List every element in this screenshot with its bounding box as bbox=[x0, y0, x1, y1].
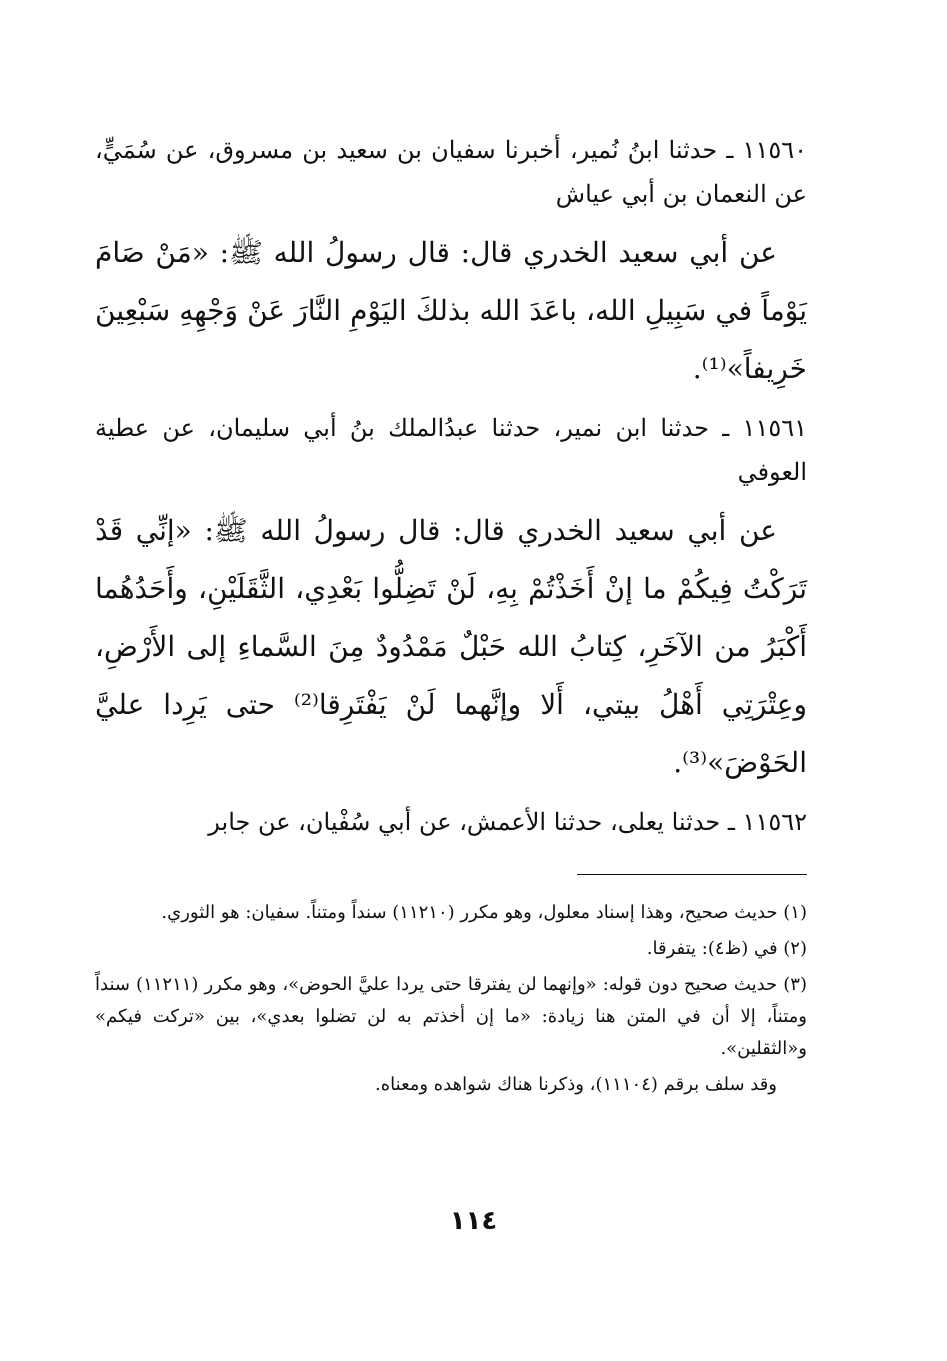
hadith-matn-11561: عن أبي سعيد الخدري قال: قال رسولُ الله ﷺ: «إنِّي قَدْ تَرَكْتُ فِيكُمْ ما إنْ أَخَذْتُمْ بِهِ، لَنْ تَضِلُّوا بَعْدِي، الثَّقَلَيْنِ، وأَحَدُهُما أَكْبَرُ من الآخَرِ، كِتابُ الله حَبْلٌ مَمْدُودٌ مِنَ السَّماءِ إلى الأَرْضِ، وعِتْرَتِي أَهْلُ بيتي، أَلا وإنَّهما لَنْ يَفْتَرِقا⁽²⁾ حتى يَرِدا عليَّ الحَوْضَ»⁽³⁾. bbox=[95, 514, 807, 779]
footnote-2: (٢) في (ظ٤): يتفرقا. bbox=[646, 938, 807, 959]
hadith-isnad-11562: ١١٥٦٢ ـ حدثنا يعلى، حدثنا الأعمش، عن أبي سُفْيان، عن جابر bbox=[208, 808, 807, 836]
hadith-matn-11560: عن أبي سعيد الخدري قال: قال رسولُ الله ﷺ: «مَنْ صَامَ يَوْماً في سَبِيلِ الله، باعَدَ الله بذلكَ اليَوْمِ النَّارَ عَنْ وَجْهِهِ سَبْعِينَ خَرِيفاً»⁽¹⁾. bbox=[95, 236, 807, 385]
footnote-3-continuation: وقد سلف برقم (١١١٠٤)، وذكرنا هناك شواهده ومعناه. bbox=[375, 1074, 777, 1095]
footnote-1: (١) حديث صحيح، وهذا إسناد معلول، وهو مكرر (١١٢١٠) سنداً ومتناً. سفيان: هو الثوري. bbox=[161, 902, 807, 923]
footnote-divider bbox=[577, 874, 807, 875]
hadith-isnad-11561: ١١٥٦١ ـ حدثنا ابن نمير، حدثنا عبدُالملك بنُ أبي سليمان، عن عطية العوفي bbox=[95, 414, 807, 486]
page-content bbox=[95, 128, 807, 1101]
hadith-isnad-11560: ١١٥٦٠ ـ حدثنا ابنُ نُمير، أخبرنا سفيان بن سعيد بن مسروق، عن سُمَيٍّ، عن النعمان بن أبي عياش bbox=[95, 136, 807, 208]
footnote-3: (٣) حديث صحيح دون قوله: «وإنهما لن يفترقا حتى يردا عليَّ الحوض»، وهو مكرر (١١٢١١) سنداً ومتناً، إلا أن في المتن هنا زيادة: «ما إن أخذتم به لن تضلوا بعدي»، بين «تركت فيكم» و«الثقلين». bbox=[95, 974, 807, 1059]
page-number: ١١٤ bbox=[449, 1206, 498, 1236]
main-text bbox=[95, 128, 807, 844]
footnotes bbox=[95, 897, 807, 1101]
